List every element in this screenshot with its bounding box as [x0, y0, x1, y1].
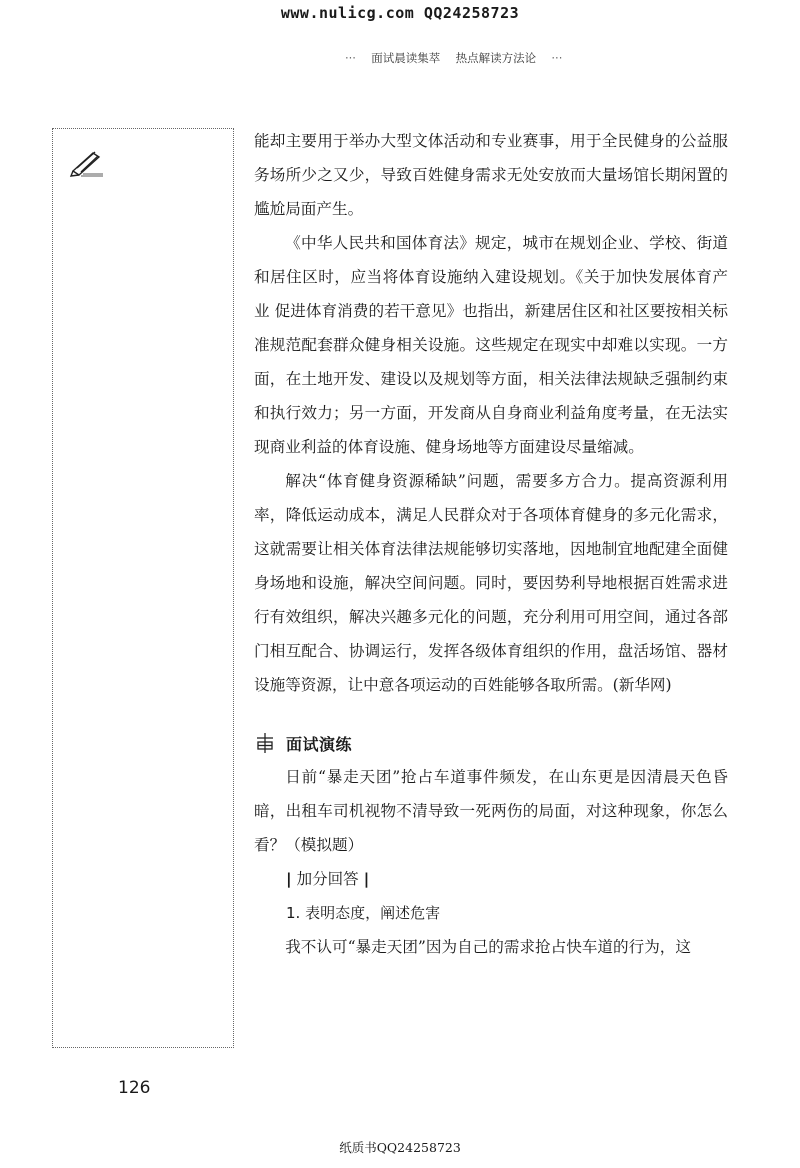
- main-content: [254, 124, 728, 964]
- section-heading: [254, 726, 728, 760]
- pencil-icon: [69, 149, 105, 177]
- page-number: 126: [118, 1078, 151, 1098]
- answer-label: [254, 862, 728, 896]
- body-paragraph-3: 解决“体育健身资源稀缺”问题，需要多方合力。提高资源利用率，降低运动成本，满足人民群众对于各项体育健身的多元化需求，这就需要让相关体育法律法规能够切实落地，因地制宜地配建全面健身场地和设施，解决空间问题。同时，要因势利导地根据百姓需求进行有效组织，解决兴趣多元化的问题，充分利用可用空间，通过各部门相互配合、协调运行，发挥各级体育组织的作用，盘活场馆、器材设施等资源，让中意各项运动的百姓能够各取所需。(新华网): [254, 472, 728, 694]
- section-title: 面试演练: [286, 734, 353, 754]
- answer-label-bar-right: |: [363, 870, 370, 888]
- running-head: [345, 50, 562, 66]
- question-paragraph: 日前“暴走天团”抢占车道事件频发，在山东更是因清晨天色昏暗，出租车司机视物不清导致一死两伤的局面，对这种现象，你怎么看？（模拟题）: [254, 768, 728, 854]
- body-paragraph-2: 《中华人民共和国体育法》规定，城市在规划企业、学校、街道和居住区时，应当将体育设施纳入建设规划。《关于加快发展体育产业 促进体育消费的若干意见》也指出，新建居住区和社区要按相关标准规范配套群众健身相关设施。这些规定在现实中却难以实现。一方面，在土地开发、建设以及规划等方面，相关法律法规缺乏强制约束和执行效力；另一方面，开发商从自身商业利益角度考量，在无法实现商业利益的体育设施、健身场地等方面建设尽量缩减。: [254, 234, 728, 456]
- notes-margin-box: [52, 128, 234, 1048]
- answer-label-text: 加分回答: [296, 870, 359, 888]
- running-head-part2: 热点解读方法论: [455, 51, 537, 65]
- watermark-top: www.nulicg.com QQ24258723: [280, 4, 520, 22]
- answer-paragraph: 我不认可“暴走天团”因为自己的需求抢占快车道的行为，这: [285, 938, 691, 956]
- body-paragraph-1: 能却主要用于举办大型文体活动和专业赛事，用于全民健身的公益服务场所少之又少，导致百姓健身需求无处安放而大量场馆长期闲置的尴尬局面产生。: [254, 132, 728, 218]
- running-head-part1: 面试晨读集萃: [371, 51, 441, 65]
- answer-label-bar-left: |: [286, 870, 292, 888]
- section-marker-icon: [254, 732, 276, 754]
- running-head-dots-left: ···: [345, 51, 356, 65]
- watermark-bottom: 纸质书QQ24258723: [339, 1140, 461, 1155]
- answer-sub-heading: 1. 表明态度，阐述危害: [286, 904, 441, 922]
- running-head-dots-right: ···: [551, 51, 563, 65]
